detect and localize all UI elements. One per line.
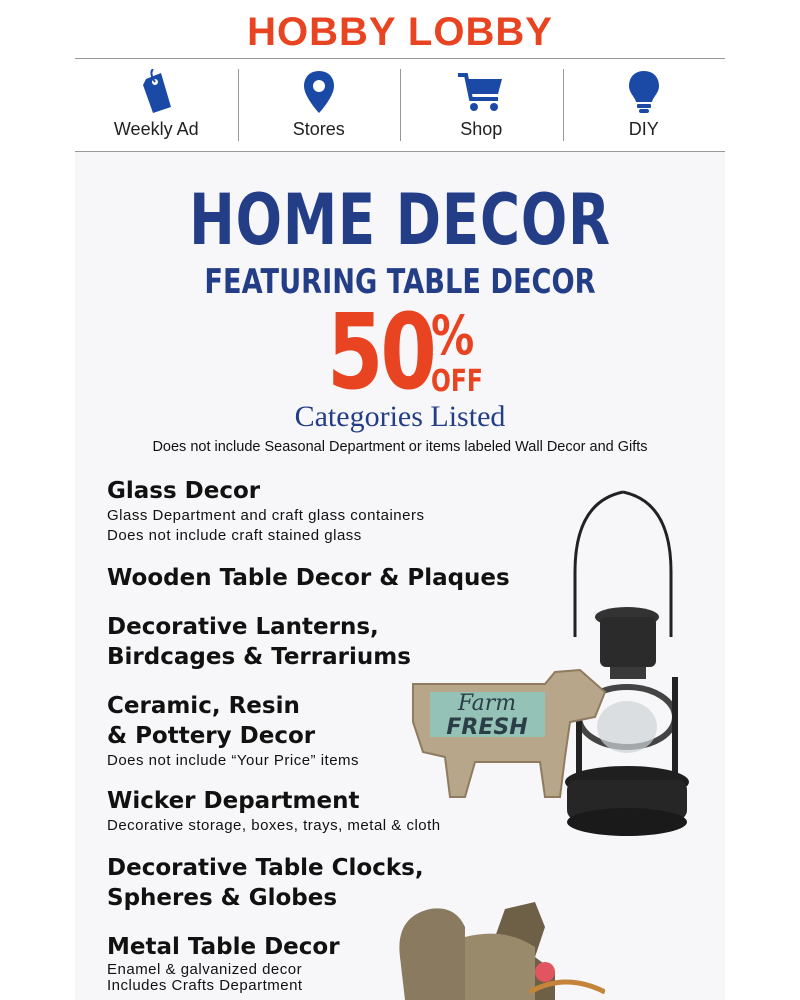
tag-icon [131,69,181,115]
top-navigation [75,58,725,152]
category-wooden-table-decor[interactable] [107,563,510,593]
category-title: Metal Table Decor [107,934,340,960]
category-subtitle: Enamel & galvanized decor Includes Crafts Department [107,961,303,994]
discount-off-label: OFF [431,364,483,399]
promo-banner[interactable] [75,152,725,1000]
location-pin-icon [294,69,344,115]
category-ceramic-resin-pottery[interactable] [107,691,359,771]
nav-label-stores: Stores [292,119,345,139]
promo-disclaimer: Does not include Seasonal Department or items labeled Wall Decor and Gifts [152,439,648,455]
nav-weekly-ad[interactable] [75,59,238,151]
shopping-cart-icon [456,69,506,115]
category-table-clocks-spheres[interactable] [107,853,424,913]
nav-label-diy: DIY [628,119,659,139]
lightbulb-icon [619,69,669,115]
nav-label-weekly-ad: Weekly Ad [113,119,199,139]
farm-fresh-cow-sign-image [405,662,610,802]
category-subtitle: Glass Department and craft glass containers Does not include craft stained glass [107,507,425,544]
category-title: Decorative Table Clocks, Spheres & Globes [107,855,424,911]
category-decorative-lanterns[interactable] [107,612,411,672]
category-subtitle: Decorative storage, boxes, trays, metal & cloth [107,817,441,834]
nav-stores[interactable] [238,59,401,151]
category-title: Ceramic, Resin & Pottery Decor [107,693,316,749]
discount-number: 50 [327,291,434,413]
discount-percent-sign: % [431,304,475,367]
category-metal-table-decor[interactable] [107,932,340,994]
category-title: Wicker Department [107,788,360,814]
nav-shop[interactable] [400,59,563,151]
category-glass-decor[interactable] [107,476,424,546]
sign-text-farm: Farm [457,691,517,716]
sign-text-fresh: FRESH [446,715,528,740]
category-subtitle: Does not include “Your Price” items [107,752,360,769]
nav-label-shop: Shop [460,119,503,139]
category-title: Wooden Table Decor & Plaques [107,565,510,591]
category-wicker-department[interactable] [107,786,441,836]
categories-listed-heading: Categories Listed [294,400,506,433]
promo-subtitle: FEATURING TABLE DECOR [204,262,596,302]
nav-diy[interactable] [563,59,726,151]
category-title: Decorative Lanterns, Birdcages & Terrariums [107,614,411,670]
category-title: Glass Decor [107,478,261,504]
promo-title: HOME DECOR [189,179,611,261]
hobby-lobby-logo[interactable]: HOBBY LOBBY [247,10,553,54]
